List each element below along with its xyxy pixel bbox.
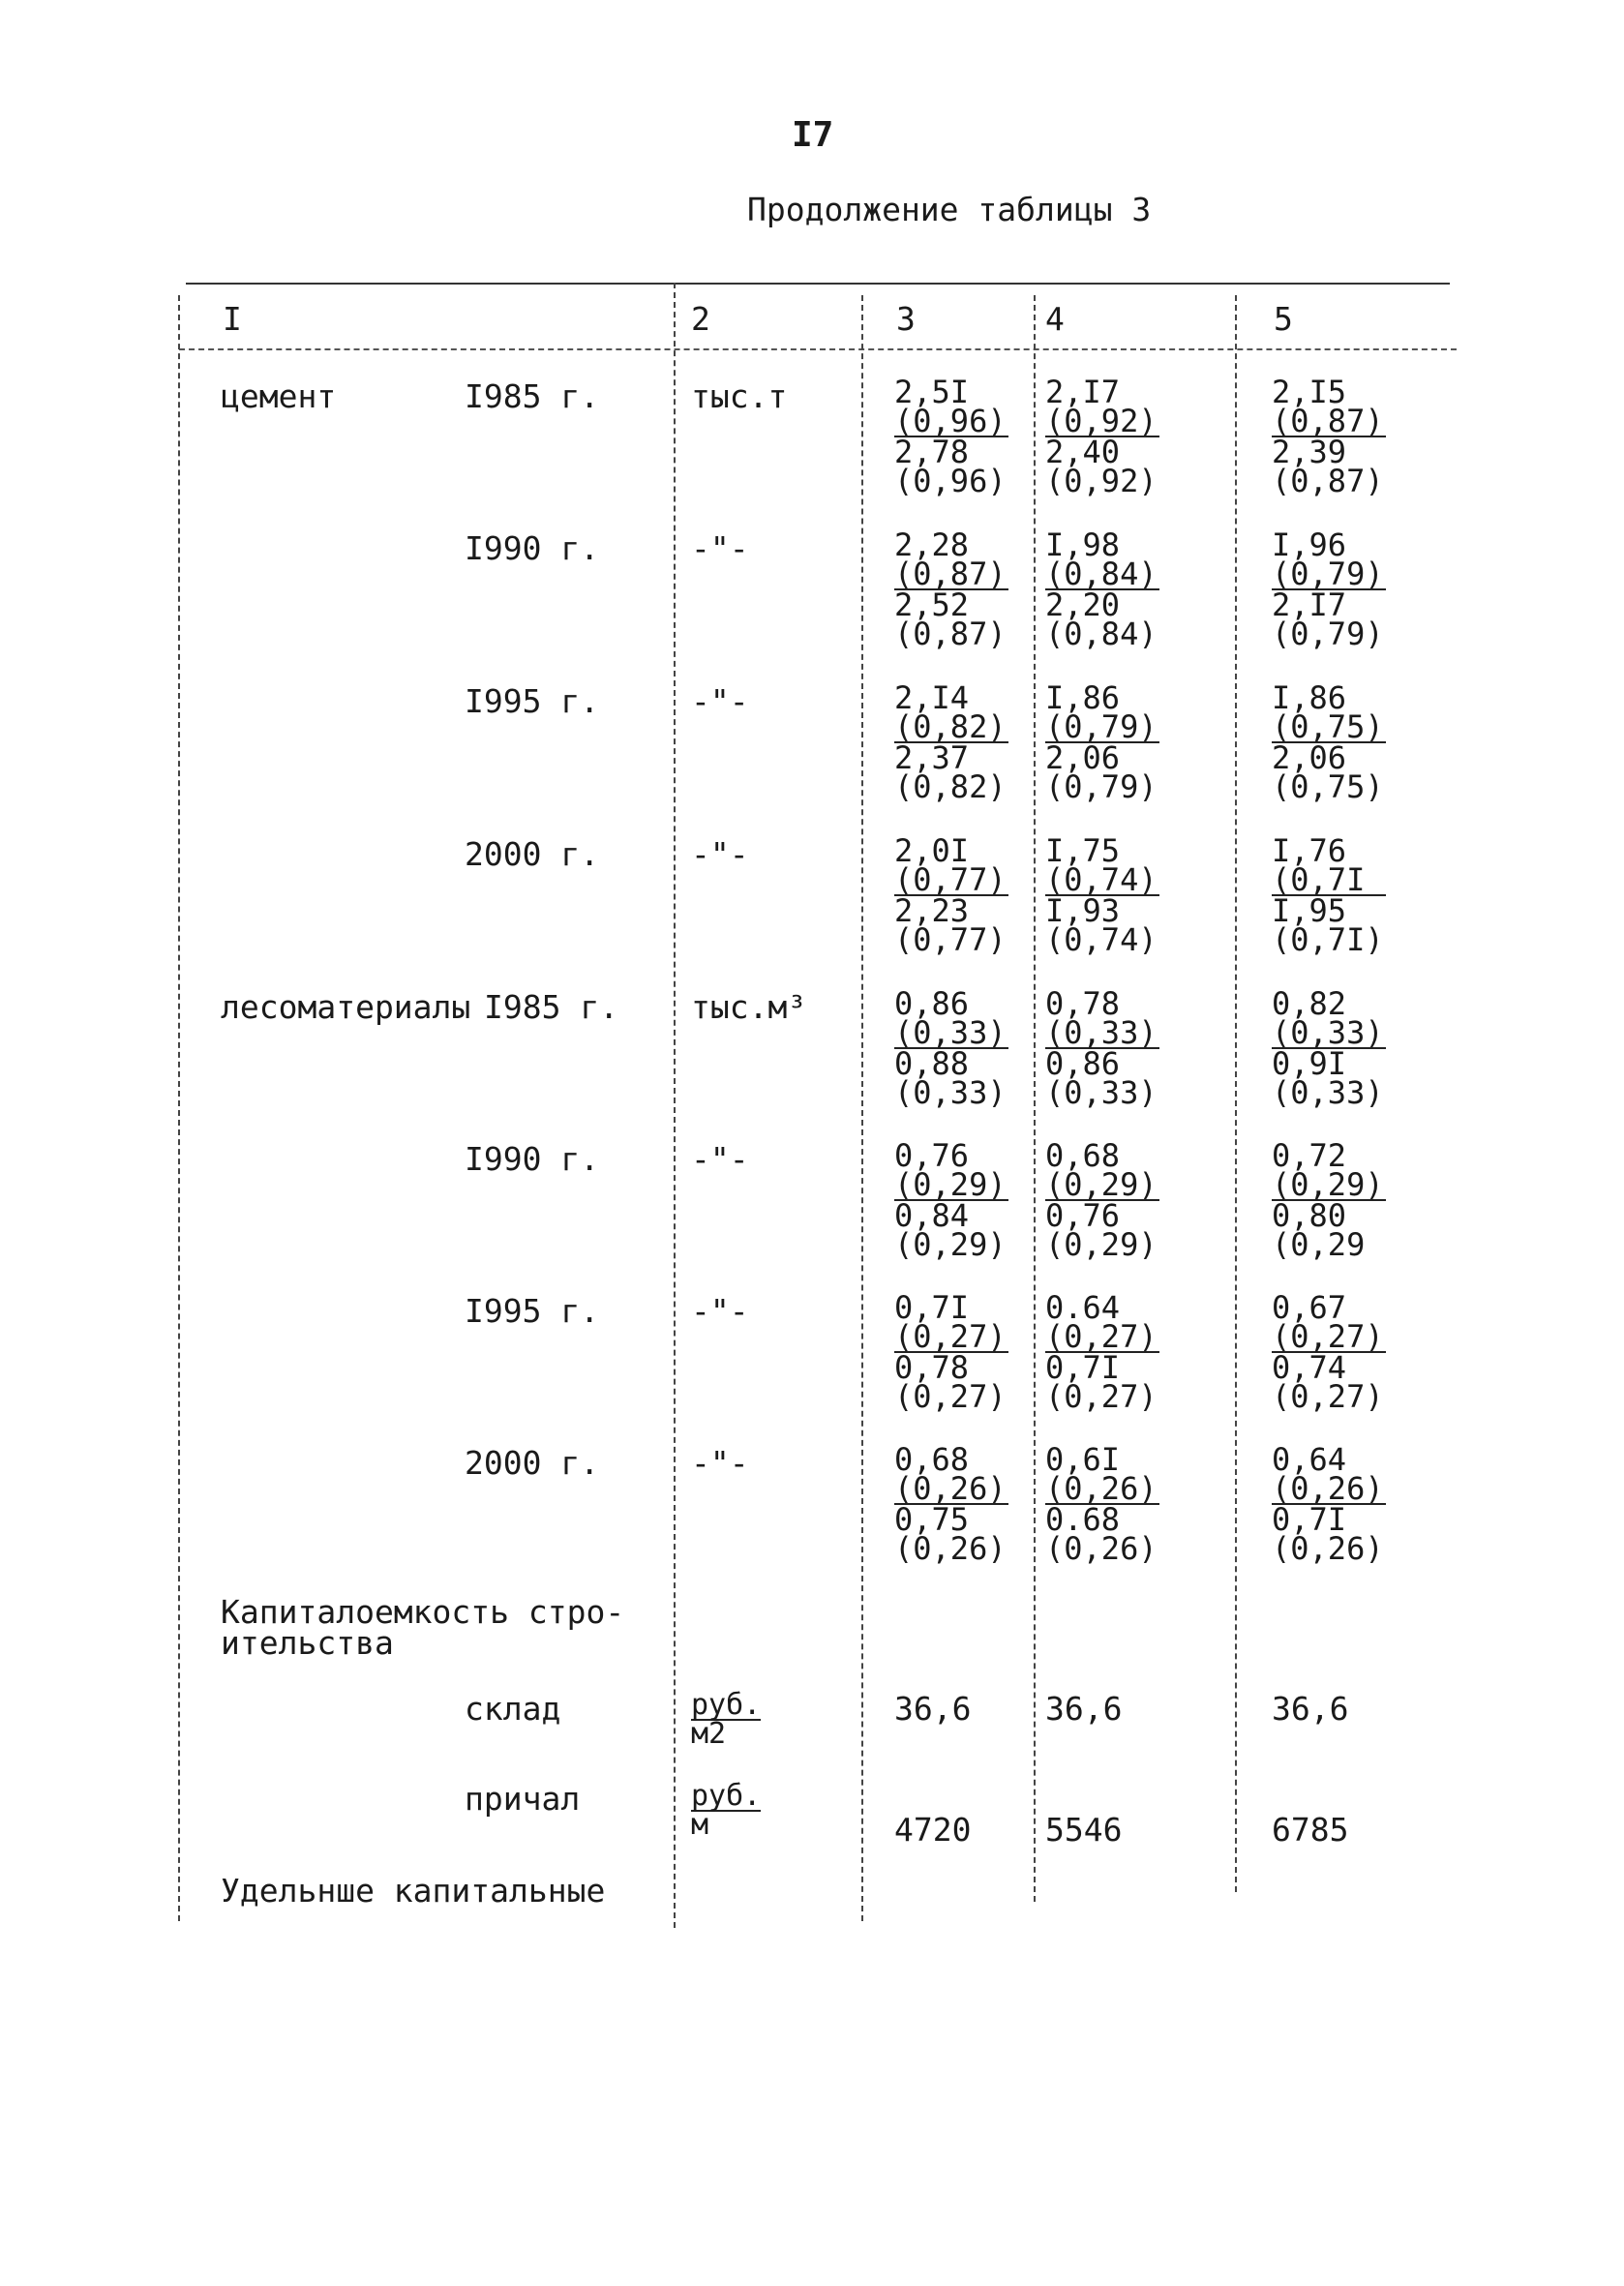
timber-2000-col3: 0,68 (0,26) 0,75 (0,26) bbox=[894, 1445, 1008, 1563]
timber-2000-col4: 0,6I (0,26) 0.68 (0,26) bbox=[1045, 1445, 1159, 1563]
label-cement: цемент bbox=[221, 377, 337, 415]
year-cement-2000: 2000 г. bbox=[465, 835, 600, 873]
header-col-5: 5 bbox=[1274, 300, 1293, 338]
timber-1990-col3: 0,76 (0,29) 0,84 (0,29) bbox=[894, 1141, 1008, 1259]
cement-1985-col4: 2,I7 (0,92) 2,40 (0,92) bbox=[1045, 377, 1159, 496]
unit-rub-m-top: руб. bbox=[691, 1779, 762, 1813]
label-berth: причал bbox=[465, 1780, 581, 1818]
label-capital-intensity: Капиталоемкость стро- ительства bbox=[221, 1593, 625, 1662]
berth-col3: 4720 bbox=[894, 1811, 972, 1849]
header-col-2: 2 bbox=[691, 300, 710, 338]
cement-1995-col3: 2,I4 (0,82) 2,37 (0,82) bbox=[894, 683, 1008, 801]
year-cement-1990: I990 г. bbox=[465, 529, 600, 567]
ditto-cement-1990: -"- bbox=[691, 529, 749, 567]
timber-1990-col4: 0,68 (0,29) 0,76 (0,29) bbox=[1045, 1141, 1159, 1259]
label-warehouse: склад bbox=[465, 1690, 561, 1728]
unit-rub-m bbox=[691, 1779, 762, 1842]
year-timber-1990: I990 г. bbox=[465, 1140, 600, 1178]
warehouse-col4: 36,6 bbox=[1045, 1690, 1123, 1728]
table-caption: Продолжение таблицы 3 bbox=[747, 191, 1152, 228]
table-top-rule bbox=[186, 283, 1450, 285]
cement-1985-col3: 2,5I (0,96) 2,78 (0,96) bbox=[894, 377, 1008, 496]
ditto-cement-2000: -"- bbox=[691, 835, 749, 873]
year-cement-1995: I995 г. bbox=[465, 682, 600, 720]
column-divider-2 bbox=[674, 283, 676, 1928]
ditto-timber-1995: -"- bbox=[691, 1292, 749, 1330]
year-cement-1985: I985 г. bbox=[465, 377, 600, 415]
timber-1985-col3: 0,86 (0,33) 0,88 (0,33) bbox=[894, 989, 1008, 1107]
column-divider-1 bbox=[178, 295, 180, 1921]
ditto-cement-1995: -"- bbox=[691, 682, 749, 720]
timber-1995-col3: 0,7I (0,27) 0,78 (0,27) bbox=[894, 1293, 1008, 1411]
unit-rub-m-bottom: м bbox=[691, 1808, 709, 1842]
cement-1990-col4: I,98 (0,84) 2,20 (0,84) bbox=[1045, 530, 1159, 648]
header-col-4: 4 bbox=[1045, 300, 1065, 338]
year-timber-1995: I995 г. bbox=[465, 1292, 600, 1330]
page-number: I7 bbox=[792, 115, 834, 155]
unit-cement: тыс.т bbox=[691, 377, 788, 415]
label-specific-capital: Удельнше капитальные bbox=[221, 1872, 606, 1910]
cement-2000-col3: 2,0I (0,77) 2,23 (0,77) bbox=[894, 836, 1008, 954]
year-timber-2000: 2000 г. bbox=[465, 1444, 600, 1482]
warehouse-col3: 36,6 bbox=[894, 1690, 972, 1728]
header-col-3: 3 bbox=[896, 300, 916, 338]
unit-rub-m2-bottom: м2 bbox=[691, 1717, 727, 1751]
berth-col4: 5546 bbox=[1045, 1811, 1123, 1849]
berth-col5: 6785 bbox=[1272, 1811, 1349, 1849]
ditto-timber-1990: -"- bbox=[691, 1140, 749, 1178]
timber-1985-col4: 0,78 (0,33) 0,86 (0,33) bbox=[1045, 989, 1159, 1107]
header-col-1: I bbox=[223, 300, 242, 338]
warehouse-col5: 36,6 bbox=[1272, 1690, 1349, 1728]
timber-1990-col5: 0,72 (0,29) 0,80 (0,29 bbox=[1272, 1141, 1386, 1259]
column-divider-4 bbox=[1034, 295, 1036, 1902]
year-timber-1985: I985 г. bbox=[484, 988, 619, 1026]
timber-1995-col4: 0.64 (0,27) 0,7I (0,27) bbox=[1045, 1293, 1159, 1411]
cement-1995-col4: I,86 (0,79) 2,06 (0,79) bbox=[1045, 683, 1159, 801]
unit-rub-m2 bbox=[691, 1688, 762, 1751]
cement-1995-col5: I,86 (0,75) 2,06 (0,75) bbox=[1272, 683, 1386, 801]
label-timber: лесоматериалы bbox=[221, 988, 471, 1026]
cement-1990-col3: 2,28 (0,87) 2,52 (0,87) bbox=[894, 530, 1008, 648]
ditto-timber-2000: -"- bbox=[691, 1444, 749, 1482]
timber-1995-col5: 0,67 (0,27) 0,74 (0,27) bbox=[1272, 1293, 1386, 1411]
cement-2000-col4: I,75 (0,74) I,93 (0,74) bbox=[1045, 836, 1159, 954]
cement-1990-col5: I,96 (0,79) 2,I7 (0,79) bbox=[1272, 530, 1386, 648]
column-divider-3 bbox=[861, 295, 863, 1921]
timber-1985-col5: 0,82 (0,33) 0,9I (0,33) bbox=[1272, 989, 1386, 1107]
cement-1985-col5: 2,I5 (0,87) 2,39 (0,87) bbox=[1272, 377, 1386, 496]
column-divider-5 bbox=[1235, 295, 1237, 1892]
timber-2000-col5: 0,64 (0,26) 0,7I (0,26) bbox=[1272, 1445, 1386, 1563]
unit-timber: тыс.м³ bbox=[691, 988, 807, 1026]
header-bottom-rule bbox=[179, 348, 1457, 350]
unit-rub-m2-top: руб. bbox=[691, 1688, 762, 1722]
cement-2000-col5: I,76 (0,7I I,95 (0,7I) bbox=[1272, 836, 1386, 954]
